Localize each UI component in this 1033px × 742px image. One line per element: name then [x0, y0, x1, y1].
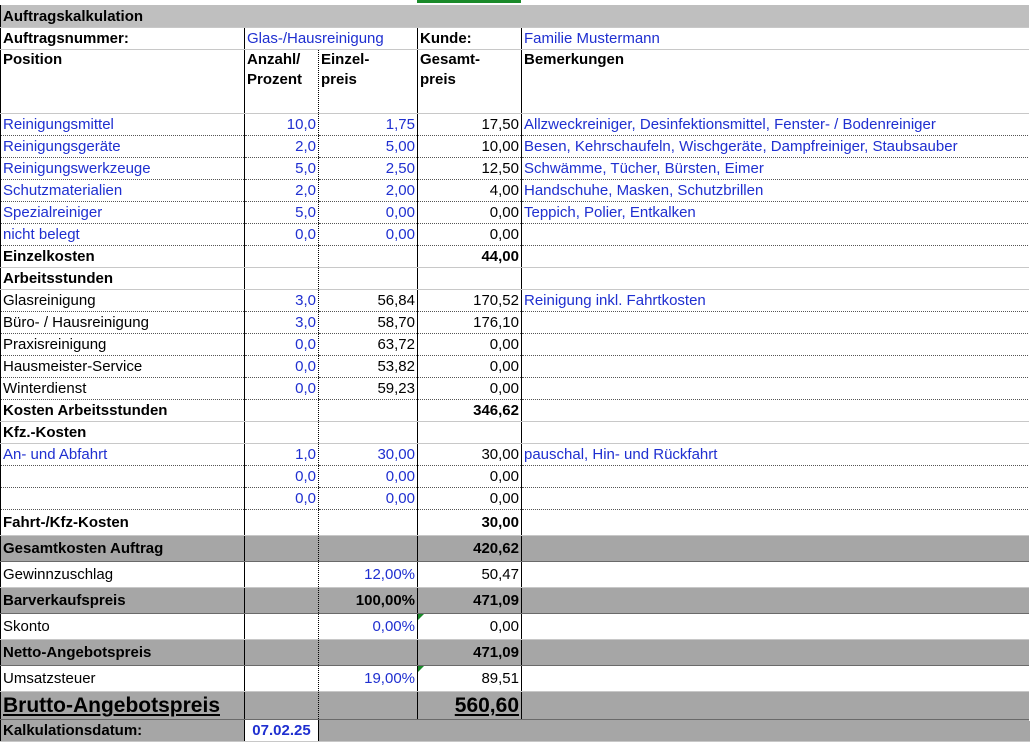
- vehicle-total-row-total[interactable]: 30,00: [418, 510, 522, 536]
- unit-price-cell[interactable]: 0,00: [319, 488, 418, 510]
- position-cell[interactable]: Glasreinigung: [1, 290, 245, 312]
- quantity-cell[interactable]: 0,0: [245, 224, 319, 246]
- empty-cell[interactable]: [245, 562, 319, 588]
- position-cell[interactable]: Büro- / Hausreinigung: [1, 312, 245, 334]
- unit-price-cell[interactable]: 2,50: [319, 158, 418, 180]
- vehicle-header-row: [1, 422, 1030, 444]
- barverkauf-row: [1, 588, 1030, 614]
- total-price-cell[interactable]: 176,10: [418, 312, 522, 334]
- ust-row: [1, 666, 1030, 692]
- empty-cell[interactable]: [319, 536, 418, 562]
- unit-price-cell[interactable]: 2,00: [319, 180, 418, 202]
- skonto-row-total[interactable]: 0,00: [418, 614, 522, 640]
- barverkauf-row-percent[interactable]: 100,00%: [319, 588, 418, 614]
- empty-cell[interactable]: [522, 510, 1030, 536]
- table-row: [1, 114, 1030, 136]
- active-cell-indicator: [417, 0, 521, 3]
- quantity-cell[interactable]: 0,0: [245, 334, 319, 356]
- table-row: [1, 202, 1030, 224]
- total-price-cell[interactable]: 10,00: [418, 136, 522, 158]
- table-row: [1, 136, 1030, 158]
- empty-cell[interactable]: [319, 246, 418, 268]
- empty-cell[interactable]: [522, 562, 1030, 588]
- empty-cell[interactable]: [245, 536, 319, 562]
- empty-cell[interactable]: [245, 692, 319, 720]
- empty-cell[interactable]: [245, 588, 319, 614]
- unit-price-cell[interactable]: 0,00: [319, 224, 418, 246]
- brutto-label[interactable]: Brutto-Angebotspreis: [1, 692, 245, 720]
- remark-cell[interactable]: Handschuhe, Masken, Schutzbrillen: [522, 180, 1030, 202]
- quantity-cell[interactable]: 3,0: [245, 312, 319, 334]
- total-price-cell[interactable]: 0,00: [418, 488, 522, 510]
- einzelkosten-row-label[interactable]: Einzelkosten: [1, 246, 245, 268]
- netto-row-label[interactable]: Netto-Angebotspreis: [1, 640, 245, 666]
- ust-row-percent[interactable]: 19,00%: [319, 666, 418, 692]
- position-cell[interactable]: Winterdienst: [1, 378, 245, 400]
- remark-cell[interactable]: Besen, Kehrschaufeln, Wischgeräte, Dampfreiniger, Staubsauber: [522, 136, 1030, 158]
- position-cell[interactable]: [1, 466, 245, 488]
- date-row: [1, 720, 1030, 742]
- total-price-cell[interactable]: 4,00: [418, 180, 522, 202]
- labor-total-row-total[interactable]: 346,62: [418, 400, 522, 422]
- empty-cell[interactable]: [522, 614, 1030, 640]
- date-label[interactable]: Kalkulationsdatum:: [1, 720, 245, 742]
- netto-row-total[interactable]: 471,09: [418, 640, 522, 666]
- total-price-cell[interactable]: 30,00: [418, 444, 522, 466]
- labor-total-row-label[interactable]: Kosten Arbeitsstunden: [1, 400, 245, 422]
- order-number-label[interactable]: Auftragsnummer:: [1, 28, 245, 50]
- table-row: [1, 334, 1030, 356]
- table-row: [1, 290, 1030, 312]
- empty-cell[interactable]: [522, 268, 1030, 290]
- ust-row-total[interactable]: 89,51: [418, 666, 522, 692]
- table-row: [1, 378, 1030, 400]
- einzelkosten-row-total[interactable]: 44,00: [418, 246, 522, 268]
- unit-price-cell[interactable]: 53,82: [319, 356, 418, 378]
- sheet-title[interactable]: Auftragskalkulation: [1, 5, 1030, 28]
- skonto-row-percent[interactable]: 0,00%: [319, 614, 418, 640]
- position-cell[interactable]: Praxisreinigung: [1, 334, 245, 356]
- quantity-cell[interactable]: 0,0: [245, 356, 319, 378]
- order-number-value[interactable]: Glas-/Hausreinigung: [245, 28, 418, 50]
- position-cell[interactable]: Schutzmaterialien: [1, 180, 245, 202]
- empty-cell[interactable]: [522, 246, 1030, 268]
- unit-price-cell[interactable]: 0,00: [319, 466, 418, 488]
- empty-cell[interactable]: [522, 536, 1030, 562]
- empty-cell[interactable]: [245, 422, 319, 444]
- empty-cell[interactable]: [418, 422, 522, 444]
- header-remarks[interactable]: Bemerkungen: [522, 50, 1030, 114]
- quantity-cell[interactable]: 3,0: [245, 290, 319, 312]
- empty-cell[interactable]: [522, 666, 1030, 692]
- position-cell[interactable]: Reinigungswerkzeuge: [1, 158, 245, 180]
- remark-cell[interactable]: [522, 488, 1030, 510]
- header-total-price[interactable]: Gesamt- preis: [418, 50, 522, 114]
- remark-cell[interactable]: [522, 466, 1030, 488]
- total-price-cell[interactable]: 0,00: [418, 334, 522, 356]
- empty-cell[interactable]: [245, 268, 319, 290]
- unit-price-cell[interactable]: 58,70: [319, 312, 418, 334]
- calculation-table: [0, 5, 1030, 742]
- empty-cell[interactable]: [522, 422, 1030, 444]
- quantity-cell[interactable]: 2,0: [245, 180, 319, 202]
- title-row: [1, 5, 1030, 28]
- sheet-right-edge: [1029, 5, 1033, 721]
- position-cell[interactable]: Reinigungsgeräte: [1, 136, 245, 158]
- empty-cell[interactable]: [319, 510, 418, 536]
- position-cell[interactable]: An- und Abfahrt: [1, 444, 245, 466]
- empty-cell[interactable]: [319, 720, 1030, 742]
- quantity-cell[interactable]: 10,0: [245, 114, 319, 136]
- total-price-cell[interactable]: 12,50: [418, 158, 522, 180]
- empty-cell[interactable]: [418, 268, 522, 290]
- vehicle-header-row-label[interactable]: Kfz.-Kosten: [1, 422, 245, 444]
- remark-cell[interactable]: [522, 356, 1030, 378]
- position-cell[interactable]: nicht belegt: [1, 224, 245, 246]
- empty-cell[interactable]: [319, 422, 418, 444]
- einzelkosten-row: [1, 246, 1030, 268]
- empty-cell[interactable]: [522, 640, 1030, 666]
- date-value[interactable]: 07.02.25: [245, 720, 319, 742]
- unit-price-cell[interactable]: 63,72: [319, 334, 418, 356]
- customer-value[interactable]: Familie Mustermann: [522, 28, 1030, 50]
- quantity-cell[interactable]: 2,0: [245, 136, 319, 158]
- header-position[interactable]: Position: [1, 50, 245, 114]
- empty-cell[interactable]: [245, 666, 319, 692]
- table-row: [1, 488, 1030, 510]
- table-row: [1, 444, 1030, 466]
- remark-cell[interactable]: [522, 224, 1030, 246]
- vehicle-total-row-label[interactable]: Fahrt-/Kfz-Kosten: [1, 510, 245, 536]
- gewinn-row-percent[interactable]: 12,00%: [319, 562, 418, 588]
- table-row: [1, 312, 1030, 334]
- total-price-cell[interactable]: 170,52: [418, 290, 522, 312]
- vehicle-total-row: [1, 510, 1030, 536]
- empty-cell[interactable]: [522, 400, 1030, 422]
- empty-cell[interactable]: [245, 246, 319, 268]
- total-price-cell[interactable]: 0,00: [418, 378, 522, 400]
- labor-header-row: [1, 268, 1030, 290]
- position-cell[interactable]: Hausmeister-Service: [1, 356, 245, 378]
- brutto-row: [1, 692, 1030, 720]
- total-price-cell[interactable]: 0,00: [418, 202, 522, 224]
- position-cell[interactable]: Spezialreiniger: [1, 202, 245, 224]
- remark-cell[interactable]: Reinigung inkl. Fahrtkosten: [522, 290, 1030, 312]
- gewinn-row-label[interactable]: Gewinnzuschlag: [1, 562, 245, 588]
- table-row: [1, 224, 1030, 246]
- empty-cell[interactable]: [319, 640, 418, 666]
- total-price-cell[interactable]: 0,00: [418, 224, 522, 246]
- empty-cell[interactable]: [522, 588, 1030, 614]
- position-cell[interactable]: [1, 488, 245, 510]
- empty-cell[interactable]: [319, 268, 418, 290]
- header-row: [1, 50, 1030, 114]
- barverkauf-row-label[interactable]: Barverkaufspreis: [1, 588, 245, 614]
- gesamtkosten-row-total[interactable]: 420,62: [418, 536, 522, 562]
- remark-cell[interactable]: [522, 378, 1030, 400]
- quantity-cell[interactable]: 0,0: [245, 488, 319, 510]
- quantity-cell[interactable]: 5,0: [245, 202, 319, 224]
- empty-cell[interactable]: [319, 692, 418, 720]
- remark-cell[interactable]: pauschal, Hin- und Rückfahrt: [522, 444, 1030, 466]
- empty-cell[interactable]: [245, 400, 319, 422]
- remark-cell[interactable]: Allzweckreiniger, Desinfektionsmittel, Fenster- / Bodenreiniger: [522, 114, 1030, 136]
- empty-cell[interactable]: [245, 510, 319, 536]
- table-row: [1, 158, 1030, 180]
- unit-price-cell[interactable]: 1,75: [319, 114, 418, 136]
- table-row: [1, 180, 1030, 202]
- gewinn-row: [1, 562, 1030, 588]
- empty-cell[interactable]: [522, 692, 1030, 720]
- remark-cell[interactable]: Teppich, Polier, Entkalken: [522, 202, 1030, 224]
- netto-row: [1, 640, 1030, 666]
- remark-cell[interactable]: Schwämme, Tücher, Bürsten, Eimer: [522, 158, 1030, 180]
- unit-price-cell[interactable]: 5,00: [319, 136, 418, 158]
- gesamtkosten-row: [1, 536, 1030, 562]
- unit-price-cell[interactable]: 56,84: [319, 290, 418, 312]
- order-row: [1, 28, 1030, 50]
- empty-cell[interactable]: [245, 614, 319, 640]
- labor-total-row: [1, 400, 1030, 422]
- quantity-cell[interactable]: 5,0: [245, 158, 319, 180]
- quantity-cell[interactable]: 0,0: [245, 466, 319, 488]
- barverkauf-row-total[interactable]: 471,09: [418, 588, 522, 614]
- empty-cell[interactable]: [245, 640, 319, 666]
- gewinn-row-total[interactable]: 50,47: [418, 562, 522, 588]
- table-row: [1, 356, 1030, 378]
- gesamtkosten-row-label[interactable]: Gesamtkosten Auftrag: [1, 536, 245, 562]
- header-unit-price[interactable]: Einzel- preis: [319, 50, 418, 114]
- skonto-row-label[interactable]: Skonto: [1, 614, 245, 640]
- header-quantity[interactable]: Anzahl/ Prozent: [245, 50, 319, 114]
- ust-row-label[interactable]: Umsatzsteuer: [1, 666, 245, 692]
- unit-price-cell[interactable]: 59,23: [319, 378, 418, 400]
- unit-price-cell[interactable]: 30,00: [319, 444, 418, 466]
- brutto-total[interactable]: 560,60: [418, 692, 522, 720]
- customer-label[interactable]: Kunde:: [418, 28, 522, 50]
- position-cell[interactable]: Reinigungsmittel: [1, 114, 245, 136]
- empty-cell[interactable]: [319, 400, 418, 422]
- total-price-cell[interactable]: 17,50: [418, 114, 522, 136]
- quantity-cell[interactable]: 1,0: [245, 444, 319, 466]
- total-price-cell[interactable]: 0,00: [418, 356, 522, 378]
- remark-cell[interactable]: [522, 312, 1030, 334]
- unit-price-cell[interactable]: 0,00: [319, 202, 418, 224]
- total-price-cell[interactable]: 0,00: [418, 466, 522, 488]
- remark-cell[interactable]: [522, 334, 1030, 356]
- quantity-cell[interactable]: 0,0: [245, 378, 319, 400]
- skonto-row: [1, 614, 1030, 640]
- labor-header-row-label[interactable]: Arbeitsstunden: [1, 268, 245, 290]
- table-row: [1, 466, 1030, 488]
